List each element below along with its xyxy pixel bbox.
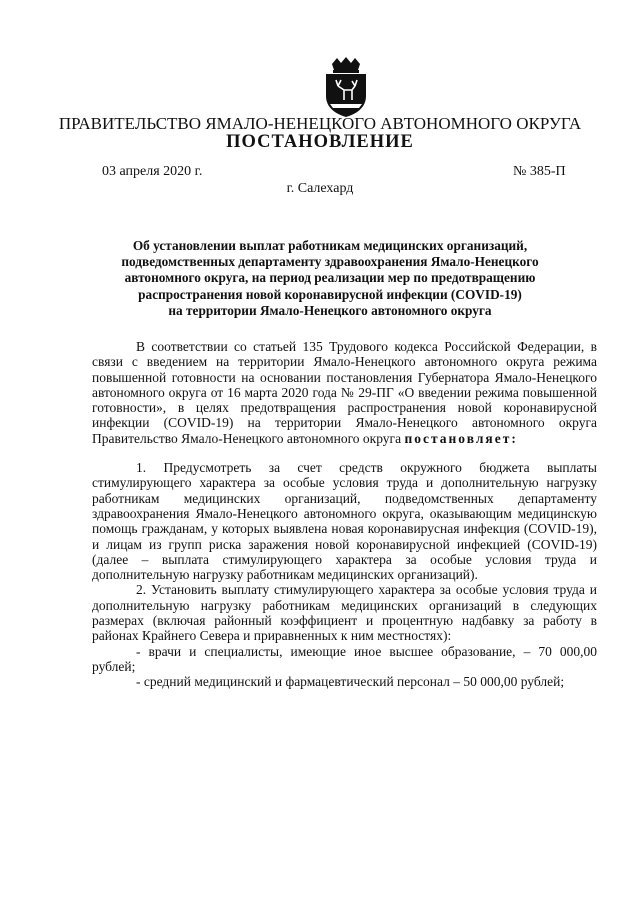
preamble-text: В соответствии со статьей 135 Трудового кодекса Российской Федерации, в связи с введением на территории Ямало-Ненецкого автономного округа режима повышенной готовности на основании постановления Губернатора Ямало-Ненецкого автономного округа от 16 марта 2020 года № 29-ПГ «О введении режима повышенной готовности», в целях предотвращения распространения новой коронавирусной инфекции (COVID-19) на территории Ямало-Ненецкого автономного округа Правительство Ямало-Ненецкого автономного округа: [92, 339, 597, 446]
document-type: ПОСТАНОВЛЕНИЕ: [226, 132, 414, 152]
yamal-coat-of-arms-icon: [322, 56, 370, 118]
decrees-word: постановляет:: [404, 430, 518, 446]
item-paragraph: 1. Предусмотреть за счет средств окружного бюджета выплаты стимулирующего характера за особые условия труда и дополнительную нагрузку работникам медицинских организаций, подведомственных департаменту здравоохранения Ямало-Ненецкого автономного округа, оказывающим медицинскую помощь гражданам, у которых выявлена новая коронавирусная инфекция (COVID-19), и лицам из групп риска заражения новой коронавирусной инфекцией (COVID-19) (далее – выплата стимулирующего характера за особые условия труда и дополнительную нагрузку работникам медицинских организаций).: [92, 460, 597, 583]
document-date: 03 апреля 2020 г.: [102, 164, 203, 179]
title-line: автономного округа, на период реализации мер по предотвращению: [124, 270, 536, 286]
item-paragraph: - средний медицинский и фармацевтический персонал – 50 000,00 рублей;: [136, 674, 565, 690]
item-paragraph: - врачи и специалисты, имеющие иное высшее образование, – 70 000,00 рублей;: [92, 643, 597, 674]
title-line: распространения новой коронавирусной инфекции (COVID-19): [138, 286, 522, 302]
document-body: [92, 339, 597, 690]
title-line: на территории Ямало-Ненецкого автономного округа: [168, 302, 492, 318]
document-city: г. Салехард: [286, 181, 354, 196]
item-paragraph: 2. Установить выплату стимулирующего характера за особые условия труда и дополнительную нагрузку работникам медицинских организаций в следующих размерах (включая районный коэффициент и процентную надбавку за работу в районах Крайнего Севера и приравненных к ним местностях):: [92, 582, 597, 644]
title-line: Об установлении выплат работникам медицинских организаций,: [132, 238, 528, 253]
preamble-paragraph: [92, 339, 597, 446]
document-title: [100, 238, 560, 319]
government-name: ПРАВИТЕЛЬСТВО ЯМАЛО-НЕНЕЦКОГО АВТОНОМНОГО ОКРУГА: [58, 114, 582, 133]
document-number: № 385-П: [513, 164, 566, 179]
title-line: подведомственных департаменту здравоохранения Ямало-Ненецкого: [121, 254, 539, 270]
